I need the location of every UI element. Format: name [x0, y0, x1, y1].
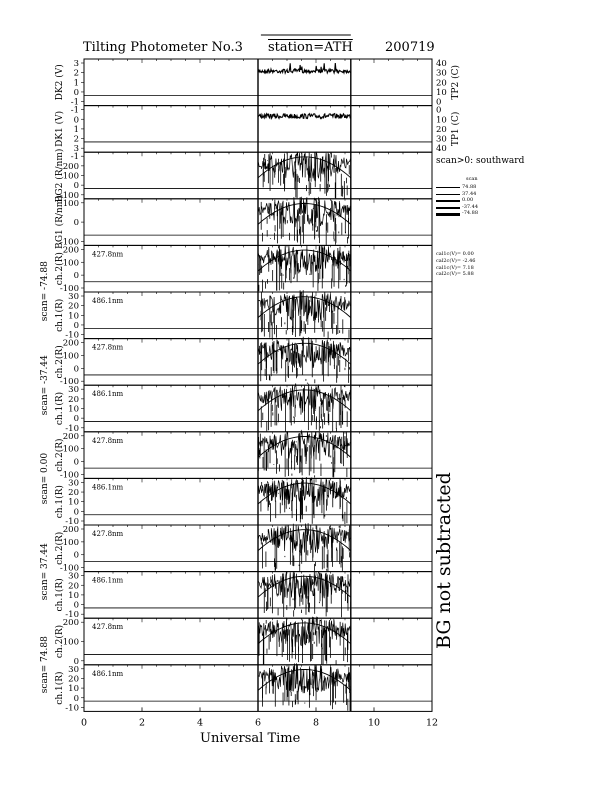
wavelength-annotation: 486.1nm — [92, 669, 124, 678]
panel-y-tick-label: -100 — [59, 470, 79, 481]
panel-left-label: ch.2(R) — [55, 624, 65, 659]
panel-y-tick-label: 3 — [73, 144, 79, 155]
panel-right-tick-label: 10 — [436, 115, 447, 126]
panel-y-tick-label: -100 — [59, 237, 79, 248]
bg-not-subtracted-note: BG not subtracted — [433, 472, 455, 649]
signal-trace — [258, 571, 351, 602]
scan-legend-line — [436, 213, 460, 216]
panel-y-tick-label: 0 — [73, 693, 79, 704]
scan-legend-line — [436, 187, 460, 188]
panel-y-tick-label: 10 — [68, 590, 79, 601]
panel-y-tick-label: 100 — [62, 198, 79, 209]
x-tick-label: 6 — [254, 717, 262, 729]
scan-legend-value: -74.88 — [462, 210, 479, 216]
wavelength-annotation: 486.1nm — [92, 576, 124, 585]
scan-group-label: scan= -37.44 — [40, 355, 50, 416]
panel-y-tick-label: -1 — [70, 152, 79, 163]
panel-y-tick-label: 30 — [68, 664, 79, 675]
panel-right-tick-label: 0 — [436, 97, 442, 108]
panel-y-tick-label: -10 — [65, 423, 79, 434]
panel-y-tick-label: 20 — [68, 488, 79, 499]
signal-trace — [258, 290, 351, 321]
panel-y-tick-label: -100 — [59, 563, 79, 574]
panel-y-tick-label: 100 — [62, 171, 79, 182]
panel-left-label: DK2 (V) — [55, 64, 65, 101]
panel-y-tick-label: 2 — [73, 134, 79, 145]
panel-right-tick-label: 40 — [436, 59, 447, 69]
panel-y-tick-label: 0 — [73, 550, 79, 561]
scan-group-label: scan= 74.88 — [40, 636, 50, 694]
scan-group-label: scan= -74.88 — [40, 261, 50, 322]
panel-y-tick-label: 20 — [68, 394, 79, 405]
panel-y-tick-label: 0 — [73, 364, 79, 375]
panel-y-tick-label: 100 — [62, 637, 79, 648]
panel-left-label: BG2 (R/nm) — [55, 148, 65, 203]
scan-legend-line — [436, 207, 460, 209]
panel-y-tick-label: 3 — [73, 59, 79, 69]
panel-y-tick-label: -100 — [59, 190, 79, 201]
panel-y-tick-label: -10 — [65, 610, 79, 621]
panel-y-tick-label: 200 — [62, 338, 79, 349]
wavelength-annotation: 427.8nm — [92, 530, 124, 538]
panel-left-label: ch.1(R) — [55, 391, 65, 426]
signal-trace — [258, 663, 351, 693]
panel-y-tick-label: 30 — [68, 292, 79, 302]
scan-legend-line — [436, 194, 460, 195]
panel-right-tick-label: 40 — [436, 144, 447, 155]
direction-note: scan>0: southward — [436, 156, 525, 166]
panel-right-tick-label: 0 — [436, 105, 442, 116]
panel-left-label: ch.1(R) — [55, 485, 65, 519]
x-tick-label: 2 — [138, 717, 146, 729]
panel-y-tick-label: 200 — [62, 245, 79, 256]
panel-y-tick-label: 20 — [68, 581, 79, 592]
data-traces — [258, 35, 351, 711]
panel-y-tick-label: -10 — [65, 703, 79, 714]
panel-y-tick-label: 100 — [62, 537, 79, 548]
panel-y-tick-label: 0 — [73, 181, 79, 192]
panel-y-tick-label: -10 — [65, 517, 79, 527]
wavelength-annotation: 427.8nm — [92, 436, 124, 445]
panel-y-tick-label: 0 — [73, 87, 79, 98]
figure-title: Tilting Photometer No.3 — [83, 40, 243, 55]
panel-y-tick-label: 10 — [68, 311, 79, 322]
panel-left-label: ch.2(R) — [55, 252, 65, 286]
panel-y-tick-label: -100 — [59, 377, 79, 388]
panel-y-tick-label: 200 — [62, 161, 79, 172]
panel-right-tick-label: 20 — [436, 124, 447, 135]
signal-trace — [258, 152, 351, 182]
scan-legend-value: 37.44 — [462, 190, 477, 197]
panel-left-label: DK1 (V) — [55, 110, 65, 147]
panel-left-label: ch.1(R) — [55, 671, 65, 705]
offset-legend-entry: cal2c(V)= 5.88 — [436, 271, 474, 278]
panel-y-tick-label: 30 — [68, 478, 79, 489]
signal-trace — [258, 63, 351, 73]
scan-group-label: scan= 37.44 — [40, 543, 50, 601]
x-tick-label: 12 — [425, 717, 439, 729]
panel-y-tick-label: 100 — [62, 351, 79, 362]
panel-y-tick-label: 2 — [73, 68, 79, 79]
panel-right-tick-label: 30 — [436, 68, 447, 79]
panel-y-tick-label: 0 — [73, 414, 79, 425]
scan-legend-value: 74.88 — [462, 184, 477, 190]
panel-left-label: ch.2(R) — [55, 438, 65, 472]
panel-y-tick-label: 200 — [62, 525, 79, 535]
offset-legend-entry: cal2c(V)= -2.46 — [436, 257, 476, 264]
panel-y-tick-label: 0 — [73, 320, 79, 331]
panel-left-label: BG1 (R/nm) — [55, 195, 65, 249]
date-label: 200719 — [385, 40, 435, 55]
panel-y-tick-label: 0 — [73, 218, 79, 229]
wavelength-annotation: 486.1nm — [92, 297, 124, 305]
x-axis-title: Universal Time — [200, 731, 301, 746]
panel-y-tick-label: 20 — [68, 301, 79, 312]
x-tick-label: 4 — [196, 717, 204, 729]
panel-y-tick-label: 20 — [68, 674, 79, 685]
panel-y-tick-label: 0 — [73, 115, 79, 126]
panel-right-tick-label: 10 — [436, 87, 447, 98]
panel-right-tick-label: 30 — [436, 134, 447, 145]
panel-y-tick-label: 0 — [73, 271, 79, 282]
x-tick-label: 10 — [367, 717, 381, 729]
panel-y-tick-label: 0 — [73, 656, 79, 667]
panel-y-tick-label: 0 — [73, 457, 79, 468]
scan-legend-value: 0.00 — [462, 197, 474, 203]
panel-y-tick-label: 100 — [62, 258, 79, 269]
panel-y-tick-label: 30 — [68, 571, 79, 582]
wavelength-annotation: 427.8nm — [92, 343, 124, 352]
x-axis — [81, 707, 438, 728]
panel-y-tick-label: -100 — [59, 284, 79, 294]
panel-right-label: TP2 (C) — [451, 65, 461, 100]
panel-y-tick-label: 10 — [68, 497, 79, 508]
panel-y-tick-label: 0 — [73, 507, 79, 518]
scan-legend-line — [436, 200, 460, 202]
wavelength-annotation: 427.8nm — [92, 250, 124, 259]
wavelength-annotation: 427.8nm — [92, 623, 124, 632]
scan-group-label: scan= 0.00 — [40, 452, 50, 505]
panel-y-tick-label: 30 — [68, 385, 79, 396]
wavelength-annotation: 486.1nm — [92, 390, 124, 399]
panel-left-label: ch.1(R) — [55, 298, 65, 332]
offset-legend-entry: cal1c(V)= 0.00 — [436, 251, 474, 257]
panel-right-label: TP1 (C) — [451, 111, 461, 147]
panel-y-tick-label: 100 — [62, 444, 79, 455]
panel-y-tick-label: 10 — [68, 404, 79, 415]
panel-right-tick-label: 20 — [436, 78, 447, 89]
panel-y-tick-label: 10 — [68, 684, 79, 695]
scan-legend-header: scan — [466, 176, 478, 182]
panel-left-label: ch.2(R) — [55, 531, 65, 565]
panel-y-tick-label: -1 — [70, 105, 79, 116]
panel-left-label: ch.2(R) — [55, 345, 65, 379]
panel-y-tick-label: -10 — [65, 330, 79, 341]
panel-y-tick-label: 1 — [73, 124, 79, 135]
station-label: station=ATH — [268, 40, 353, 55]
signal-trace — [258, 114, 351, 119]
panel-y-tick-label: 1 — [73, 78, 79, 89]
panel-y-tick-label: 200 — [62, 618, 79, 629]
scan-legend-value: -37.44 — [462, 203, 479, 210]
panel-left-label: ch.1(R) — [55, 578, 65, 612]
offset-legend-entry: cal1c(V)= 7.18 — [436, 264, 474, 271]
wavelength-annotation: 486.1nm — [92, 483, 124, 492]
panel-y-tick-label: -1 — [70, 97, 79, 108]
panel-y-tick-label: 0 — [73, 600, 79, 611]
panel-y-tick-label: 200 — [62, 431, 79, 442]
x-tick-label: 8 — [312, 717, 320, 729]
x-tick-label: 0 — [80, 717, 88, 729]
